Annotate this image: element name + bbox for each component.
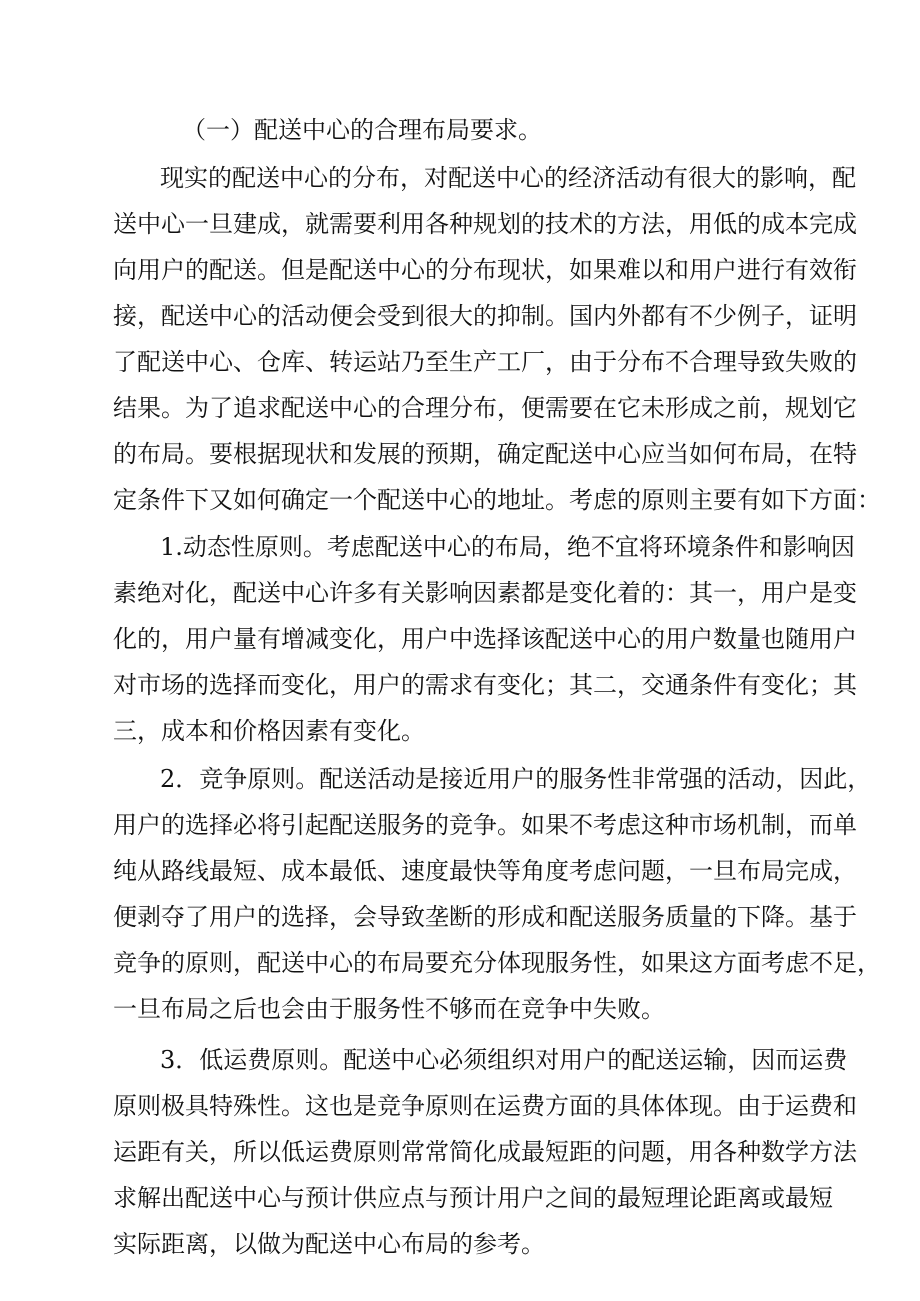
paragraph-2-line-3: 化的，用户量有增减变化，用户中选择该配送中心的用户数量也随用户	[113, 625, 857, 653]
paragraph-3-line-4: 便剥夺了用户的选择，会导致垄断的形成和配送服务质量的下降。基于	[113, 903, 857, 931]
paragraph-2-line-5: 三，成本和价格因素有变化。	[113, 717, 425, 745]
paragraph-4-line-1: 3．低运费原则。配送中心必须组织对用户的配送运输，因而运费	[160, 1046, 848, 1074]
paragraph-3-line-6: 一旦布局之后也会由于服务性不够而在竞争中失败。	[113, 995, 665, 1023]
section-heading: （一）配送中心的合理布局要求。	[182, 116, 542, 144]
paragraph-1-line-4: 接，配送中心的活动便会受到很大的抑制。国内外都有不少例子，证明	[113, 302, 857, 330]
paragraph-1-line-8: 定条件下又如何确定一个配送中心的地址。考虑的原则主要有如下方面：	[113, 486, 881, 514]
paragraph-1-line-7: 的布局。要根据现状和发展的预期，确定配送中心应当如何布局，在特	[113, 440, 857, 468]
paragraph-3-line-3: 纯从路线最短、成本最低、速度最快等角度考虑问题，一旦布局完成，	[113, 857, 857, 885]
paragraph-1-line-3: 向用户的配送。但是配送中心的分布现状，如果难以和用户进行有效衔	[113, 256, 857, 284]
paragraph-4-line-2: 原则极具特殊性。这也是竞争原则在运费方面的具体体现。由于运费和	[113, 1092, 857, 1120]
paragraph-3-line-2: 用户的选择必将引起配送服务的竞争。如果不考虑这种市场机制，而单	[113, 811, 857, 839]
paragraph-2-line-2: 素绝对化，配送中心许多有关影响因素都是变化着的：其一，用户是变	[113, 579, 857, 607]
paragraph-3-line-1: 2．竞争原则。配送活动是接近用户的服务性非常强的活动，因此，	[160, 765, 872, 793]
paragraph-4-line-3: 运距有关，所以低运费原则常常简化成最短距的问题，用各种数学方法	[113, 1138, 857, 1166]
paragraph-4-line-5: 实际距离，以做为配送中心布局的参考。	[113, 1230, 545, 1258]
paragraph-1-line-2: 送中心一旦建成，就需要利用各种规划的技术的方法，用低的成本完成	[113, 210, 857, 238]
paragraph-1-line-5: 了配送中心、仓库、转运站乃至生产工厂，由于分布不合理导致失败的	[113, 348, 857, 376]
paragraph-3-line-5: 竞争的原则，配送中心的布局要充分体现服务性，如果这方面考虑不足，	[113, 949, 881, 977]
paragraph-1-line-6: 结果。为了追求配送中心的合理分布，便需要在它未形成之前，规划它	[113, 394, 857, 422]
paragraph-2-line-1: 1.动态性原则。考虑配送中心的布局，绝不宜将环境条件和影响因	[160, 533, 855, 561]
paragraph-4-line-4: 求解出配送中心与预计供应点与预计用户之间的最短理论距离或最短	[113, 1184, 833, 1212]
paragraph-2-line-4: 对市场的选择而变化，用户的需求有变化；其二，交通条件有变化；其	[113, 671, 857, 699]
paragraph-1-line-1: 现实的配送中心的分布，对配送中心的经济活动有很大的影响，配	[160, 164, 856, 192]
